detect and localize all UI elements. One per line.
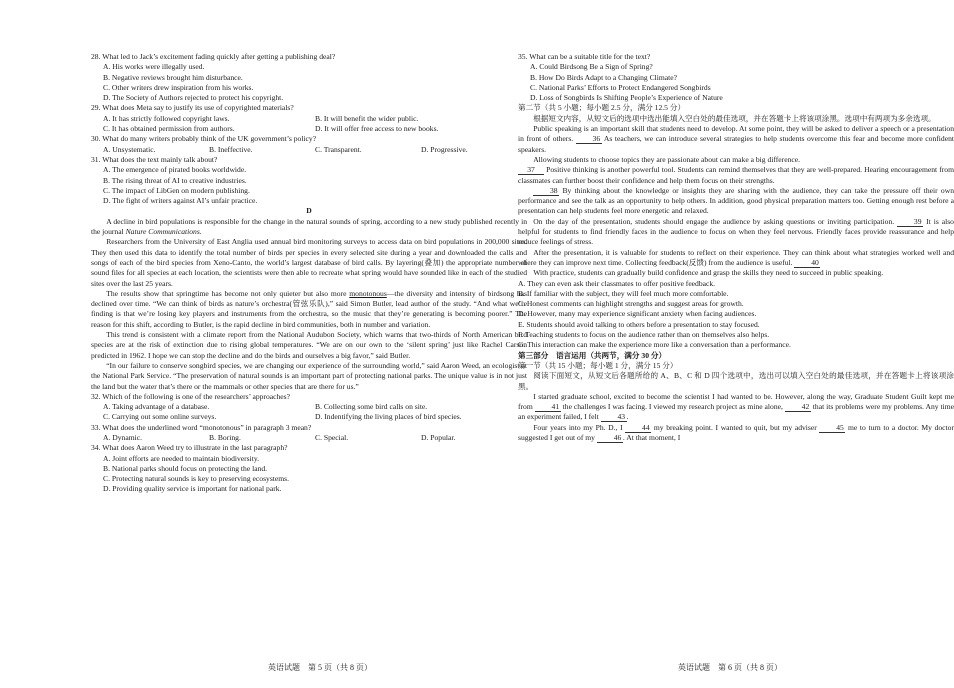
q29-options-row2 bbox=[103, 124, 527, 134]
q33-option-d: D. Popular. bbox=[421, 432, 456, 442]
q31-option-d: D. The fight of writers against AI’s unfair practice. bbox=[103, 196, 258, 206]
c-p2-text: Four years into my Ph. D., I bbox=[533, 422, 623, 432]
question-35: 35. What can be a suitable title for the text? bbox=[518, 52, 651, 61]
sec2-option-e: E. Students should avoid talking to others before a presentation to stay focused. bbox=[518, 319, 760, 329]
p1-text: A decline in bird populations is responsible for the change in the natural sounds of spring, according to a new study published recently in the journal bbox=[91, 216, 527, 237]
q32-options-row1 bbox=[103, 402, 527, 412]
underlined-word: monotonous bbox=[349, 288, 387, 298]
blank-38: 38 bbox=[533, 186, 559, 196]
q28-option-d: D. The Society of Authors rejected to protect his copyright. bbox=[103, 93, 284, 103]
section-d-heading: D bbox=[306, 206, 312, 216]
c-p1-mid2: that its problems were my problems. Any time an experiment failed, I felt bbox=[518, 402, 954, 422]
c-p2-mid: my breaking point. I wanted to quit, but my adviser bbox=[651, 422, 817, 432]
passage-7-paragraph-4 bbox=[518, 186, 954, 217]
right-page bbox=[518, 52, 954, 443]
c-p1-text: I started graduate school, excited to become the scientist I had wanted to be. However, along the way, Graduate Student Guilt kept me from bbox=[518, 391, 954, 412]
q34-option-d: D. Providing quality service is important for national park. bbox=[103, 484, 282, 494]
page-footer-left: 英语试题 第 5 页（共 8 页） bbox=[268, 663, 372, 672]
p3-text: The results show that springtime has become not only quieter but also more bbox=[106, 288, 350, 298]
c-p1-end: . bbox=[626, 412, 629, 422]
q35-option-b: B. How Do Birds Adapt to a Changing Climate? bbox=[530, 72, 678, 82]
q34-option-a: A. Joint efforts are needed to maintain biodiversity. bbox=[103, 453, 260, 463]
q30-option-a: A. Unsystematic. bbox=[103, 144, 156, 154]
q35-option-a: A. Could Birdsong Be a Sign of Spring? bbox=[530, 62, 653, 72]
q33-options bbox=[103, 433, 527, 443]
p3-rest: —the diversity and intensity of birdsong has declined over time. “We can think of birds as nature’s orchestra(管弦乐队),” said Simon Butler, lead author of the study. “And what we’re finding is that we’re losing key players and instruments from the orchestra, so the music that they’re generating is becoming poorer.” The reason for this shift, according to Butler, is the rapid decline in bird communities, both in number and variation. bbox=[91, 288, 528, 329]
r-p5-rest: It is also helpful for students to find friendly faces in the audience to focus on when they feel nervous. Friendly faces provide reassurance and help reduce feelings of stress. bbox=[518, 216, 954, 247]
q34-option-c: C. Protecting natural sounds is key to preserving ecosystems. bbox=[103, 474, 290, 484]
q33-option-b: B. Boring. bbox=[209, 432, 241, 442]
q35-option-c: C. National Parks’ Efforts to Protect Endangered Songbirds bbox=[530, 82, 711, 92]
q34-option-b: B. National parks should focus on protecting the land. bbox=[103, 463, 268, 473]
passage-7-paragraph-6 bbox=[518, 248, 954, 269]
q30-option-c: C. Transparent. bbox=[315, 144, 362, 154]
q32-option-d: D. Indentifying the living places of bird species. bbox=[315, 412, 462, 422]
q31-option-a: A. The emergence of pirated books worldwide. bbox=[103, 165, 247, 175]
blank-45: 45 bbox=[819, 423, 845, 433]
sec2-option-c: C. Honest comments can highlight strengths and suggest areas for growth. bbox=[518, 299, 744, 309]
q29-option-c: C. It has obtained permission from authors. bbox=[103, 124, 235, 134]
passage-7-paragraph-1 bbox=[518, 124, 954, 155]
blank-42: 42 bbox=[785, 402, 811, 412]
blank-40: 40 bbox=[794, 258, 820, 268]
question-29: 29. What does Meta say to justify its use of copyrighted materials? bbox=[91, 103, 294, 113]
q29-option-b: B. It will benefit the wider public. bbox=[315, 113, 419, 123]
cloze-paragraph-1 bbox=[518, 392, 954, 423]
part-3-heading: 第三部分 语言运用（共两节，满分 30 分） bbox=[518, 350, 667, 360]
q33-option-a: A. Dynamic. bbox=[103, 432, 143, 442]
q35-option-d: D. Loss of Songbirds Is Shifting People’s Experience of Nature bbox=[530, 93, 723, 103]
section-1-heading: 第一节（共 15 小题；每小题 1 分，满分 15 分） bbox=[518, 360, 678, 370]
c-p2-mid2: me to turn to a doctor. My doctor suggested I get out of my bbox=[518, 422, 954, 442]
passage-7-paragraph-5 bbox=[518, 217, 954, 248]
q33-option-c: C. Special. bbox=[315, 432, 349, 442]
q28-option-b: B. Negative reviews brought him disturbance. bbox=[103, 72, 243, 82]
r-p4-text: By thinking about the knowledge or insights they are sharing with the audience, they can take the pressure off their own performance and see the talk as an opportunity to help others. In addition, good physical preparation matters too. Getting enough rest before a presentation can help students feel more energetic and relaxed. bbox=[518, 185, 954, 216]
passage-d-paragraph-5: “In our failure to conserve songbird species, we are changing our experience of the surrounding world,” said Aaron Weed, an ecologist at the National Park Service. “The preservation of natural sounds is an important part of protecting national parks. The unique value is in not just the land but the water that’s there or the mammals or other species that are there for us.” bbox=[91, 360, 527, 391]
passage-7-paragraph-2: Allowing students to choose topics they are passionate about can make a big difference. bbox=[533, 154, 801, 164]
q31-option-c: C. The impact of LibGen on modern publishing. bbox=[103, 185, 250, 195]
page-footer-right: 英语试题 第 6 页（共 8 页） bbox=[678, 663, 782, 672]
question-34: 34. What does Aaron Weed try to illustrate in the last paragraph? bbox=[91, 443, 288, 453]
blank-41: 41 bbox=[535, 402, 561, 412]
passage-d-paragraph-2: Researchers from the University of East Anglia used annual bird monitoring surveys to access data on bird populations in 200,000 sites. They then used this data to identify the total number of birds per species in every selected site during a year and downloaded the calls and songs of each of the bird species from Xeno-Canto, the world’s largest database of bird calls. By layering(叠加) the appropriate number of sound files for all species at each location, the scientists were then able to recreate what spring would have sounded like in each of the studied sites over the last 25 years. bbox=[91, 237, 527, 288]
q32-option-c: C. Carrying out some online surveys. bbox=[103, 412, 217, 422]
cloze-paragraph-2 bbox=[518, 423, 954, 444]
question-28: 28. What led to Jack’s excitement fading quickly after getting a publishing deal? bbox=[91, 52, 336, 61]
q28-option-a: A. His works were illegally used. bbox=[103, 62, 205, 72]
p1-end: . bbox=[199, 227, 202, 237]
question-31: 31. What does the text mainly talk about? bbox=[91, 154, 218, 164]
left-page bbox=[91, 52, 527, 495]
q32-option-b: B. Collecting some bird calls on site. bbox=[315, 402, 428, 412]
passage-d-paragraph-4: This trend is consistent with a climate report from the National Audubon Society, which warns that two-thirds of North American bird species are at the risk of extinction due to rising global temperatures. “We are on our own to the ‘silent spring’ just like Rachel Carson predicted in 1962. I hope we can stop the decline and do the birds and ourselves a big favor,” said Butler. bbox=[91, 330, 527, 360]
passage-7-paragraph-7: With practice, students can gradually build confidence and grasp the skills they need to succeed in public speaking. bbox=[533, 268, 884, 278]
sec2-option-a: A. They can even ask their classmates to offer positive feedback. bbox=[518, 278, 716, 288]
q29-option-d: D. It will offer free access to new books. bbox=[315, 124, 439, 134]
blank-36: 36 bbox=[576, 134, 602, 144]
sec2-option-b: B. If familiar with the subject, they will feel much more comfortable. bbox=[518, 288, 729, 298]
section-1-instructions: 阅读下面短文，从短文后各题所给的 A、B、C 和 D 四个选项中，选出可以填入空白处的最佳选项，并在答题卡上将该项涂黑。 bbox=[518, 371, 954, 391]
blank-37: 37 bbox=[518, 165, 544, 175]
question-32: 32. Which of the following is one of the researchers’ approaches? bbox=[91, 391, 290, 401]
sec2-option-f: F. Teaching students to focus on the audience rather than on themselves also helps. bbox=[518, 330, 770, 340]
q28-option-c: C. Other writers drew inspiration from his works. bbox=[103, 82, 254, 92]
passage-7-paragraph-3 bbox=[518, 165, 954, 186]
q30-option-d: D. Progressive. bbox=[421, 144, 468, 154]
blank-44: 44 bbox=[625, 423, 651, 433]
r-p6-text: After the presentation, it is valuable for students to reflect on their experience. They can think about what strategies worked well and where they can improve next time. Collecting feedback(反馈) from the audience is useful. bbox=[518, 247, 954, 267]
q29-option-a: A. It has strictly followed copyright laws. bbox=[103, 113, 230, 123]
blank-43: 43 bbox=[601, 412, 627, 422]
r-p1-rest: As teachers, we can introduce several strategies to help students overcome this fear and become more confident speakers. bbox=[518, 134, 954, 154]
passage-d-paragraph-1 bbox=[91, 217, 527, 238]
r-p1-text: Public speaking is an important skill that students need to develop. At some point, they will be asked to deliver a speech or a presentation in front of others. bbox=[518, 124, 954, 144]
q30-options bbox=[103, 145, 527, 155]
r-p3-text: Positive thinking is another powerful tool. Students can remind themselves that they are well-prepared. Hearing encouragement from classmates can further boost their confidence and help them focus on their strengths. bbox=[518, 165, 954, 185]
sec2-option-d: D. However, many may experience significant anxiety when facing audiences. bbox=[518, 309, 757, 319]
c-p1-mid: the challenges I was facing. I viewed my research project as mine alone, bbox=[560, 402, 783, 412]
section-2-instructions: 根据短文内容，从短文后的选项中选出能填入空白处的最佳选项，并在答题卡上将该项涂黑。选项中有两项为多余选项。 bbox=[533, 113, 936, 123]
q32-options-row2 bbox=[103, 412, 527, 422]
q29-options-row1 bbox=[103, 114, 527, 124]
passage-d-paragraph-3 bbox=[91, 289, 527, 330]
r-p5-text: On the day of the presentation, students should engage the audience by asking questions or inviting participation. bbox=[533, 216, 895, 226]
q32-option-a: A. Taking advantage of a database. bbox=[103, 402, 210, 412]
journal-name: Nature Communications bbox=[125, 227, 200, 237]
sec2-option-g: G. This interaction can make the experience more like a conversation than a performance. bbox=[518, 340, 791, 350]
c-p2-end: . At that moment, I bbox=[622, 432, 681, 442]
question-30: 30. What do many writers probably think of the UK government’s policy? bbox=[91, 134, 317, 144]
blank-39: 39 bbox=[897, 217, 923, 227]
q31-option-b: B. The rising threat of AI to creative industries. bbox=[103, 175, 247, 185]
q30-option-b: B. Ineffective. bbox=[209, 144, 253, 154]
section-2-heading: 第二节（共 5 小题；每小题 2.5 分，满分 12.5 分） bbox=[518, 103, 686, 113]
question-33: 33. What does the underlined word “monotonous” in paragraph 3 mean? bbox=[91, 422, 312, 432]
blank-46: 46 bbox=[597, 433, 623, 443]
